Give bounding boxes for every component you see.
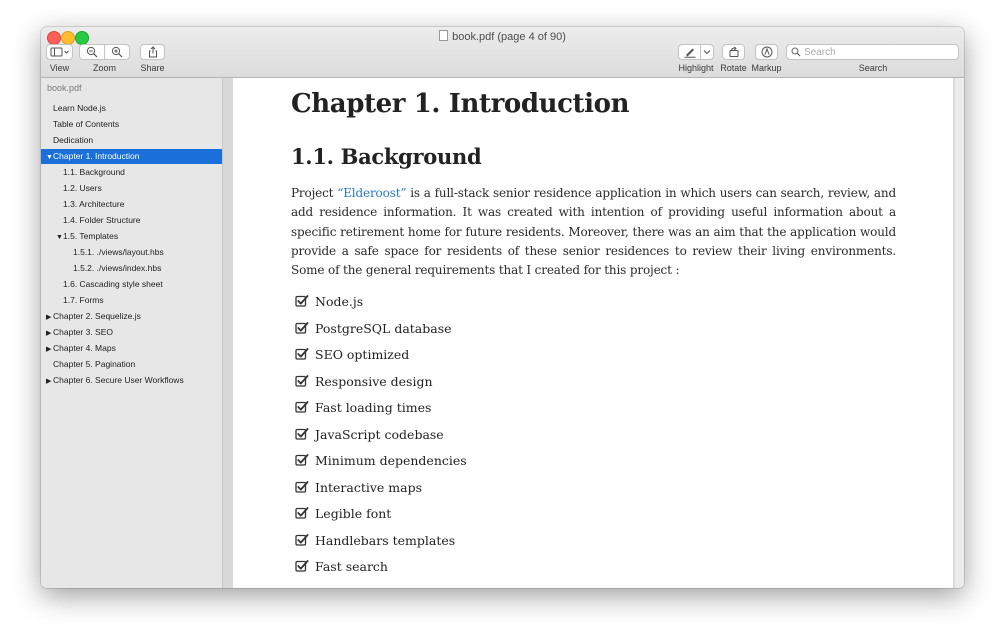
highlight-options-button[interactable] <box>700 44 714 60</box>
requirement-item <box>295 347 467 374</box>
share-icon <box>147 46 159 58</box>
checked-box-icon <box>295 559 309 573</box>
sidebar-item[interactable] <box>41 309 222 324</box>
share-button[interactable] <box>140 44 165 60</box>
sidebar-item-label: Chapter 5. Pagination <box>53 359 136 369</box>
requirement-label: JavaScript codebase <box>315 426 444 442</box>
sidebar-item-label: Dedication <box>53 135 94 145</box>
requirement-label: SEO optimized <box>315 347 410 362</box>
sidebar-item-label: 1.7. Forms <box>63 295 104 305</box>
search-icon <box>791 47 801 57</box>
markup-label: Markup <box>751 63 782 73</box>
sidebar-item[interactable] <box>41 133 222 148</box>
requirement-item <box>295 506 467 533</box>
window-title-text: book.pdf (page 4 of 90) <box>452 31 566 43</box>
paragraph-text-end: is a full-stack senior residence application in which users can search, review, and add residence information. It was created with intention of providing useful information about a specific retirement home for future residents. Moreover, there was an aim that the application would provide a safe space for residents of these senior residences to review their living environments. Some of the general requirements that I created for this project : <box>291 186 897 278</box>
disclosure-closed-icon[interactable]: ▶ <box>46 330 52 337</box>
sidebar-item-label: 1.5.1. ./views/layout.hbs <box>73 247 164 257</box>
requirement-item <box>295 533 467 560</box>
search-label: Search <box>858 63 888 73</box>
sidebar-item[interactable] <box>41 101 222 116</box>
background-paragraph <box>291 184 896 280</box>
requirement-item <box>295 480 467 507</box>
disclosure-closed-icon[interactable]: ▶ <box>46 346 52 353</box>
zoom-label: Zoom <box>92 63 116 73</box>
sidebar-item-label: Table of Contents <box>53 119 120 129</box>
sidebar-item[interactable] <box>41 325 222 340</box>
checked-box-icon <box>295 506 309 520</box>
sidebar-item[interactable] <box>41 229 222 244</box>
requirement-label: Responsive design <box>315 373 433 389</box>
disclosure-open-icon[interactable]: ▼ <box>56 234 63 241</box>
sidebar-item[interactable] <box>41 165 222 180</box>
chapter-heading: Chapter 1. Introduction <box>291 89 630 119</box>
disclosure-closed-icon[interactable]: ▶ <box>46 378 52 385</box>
requirements-list <box>295 294 467 586</box>
checked-box-icon <box>295 533 309 547</box>
sidebar-item[interactable] <box>41 277 222 292</box>
sidebar-item[interactable] <box>41 197 222 212</box>
sidebar-item-label: 1.3. Architecture <box>63 199 125 209</box>
sidebar-item[interactable] <box>41 357 222 372</box>
sidebar-item-label: Chapter 2. Sequelize.js <box>53 311 141 321</box>
sidebar-item[interactable] <box>41 245 222 260</box>
sidebar-item-label: Chapter 4. Maps <box>53 343 116 353</box>
sidebar-item[interactable] <box>41 293 222 308</box>
markup-pen-icon <box>761 46 773 58</box>
sidebar-item-label: 1.2. Users <box>63 183 102 193</box>
requirement-label: Interactive maps <box>315 479 423 495</box>
sidebar-item[interactable] <box>41 213 222 228</box>
window-title <box>41 30 964 43</box>
sidebar-item-label: 1.5. Templates <box>63 231 119 241</box>
disclosure-open-icon[interactable]: ▼ <box>46 154 53 161</box>
zoom-in-icon <box>111 46 123 58</box>
sidebar-item-label: Learn Node.js <box>53 103 106 113</box>
search-input[interactable] <box>801 47 954 58</box>
requirement-label: Legible font <box>315 506 392 521</box>
markup-button[interactable] <box>755 44 778 60</box>
checked-box-icon <box>295 294 309 308</box>
requirement-item <box>295 321 467 348</box>
sidebar-item[interactable] <box>41 373 222 388</box>
requirement-label: Minimum dependencies <box>315 453 467 468</box>
section-heading: 1.1. Background <box>291 144 482 169</box>
requirement-item <box>295 294 467 321</box>
requirement-label: PostgreSQL database <box>315 320 452 336</box>
sidebar-item-label: 1.1. Background <box>63 167 125 177</box>
share-label: Share <box>140 63 165 73</box>
elderoost-link[interactable]: “Elderoost” <box>337 186 407 200</box>
checked-box-icon <box>295 427 309 441</box>
rotate-label: Rotate <box>720 63 747 73</box>
view-menu-button[interactable] <box>46 44 73 60</box>
chevron-down-icon <box>703 49 711 55</box>
sidebar-item[interactable] <box>41 341 222 356</box>
view-label: View <box>49 63 70 73</box>
requirement-item <box>295 559 467 586</box>
sidebar-item-label: 1.6. Cascading style sheet <box>63 279 163 289</box>
sidebar-icon <box>50 47 70 57</box>
sidebar-document-name: book.pdf <box>47 83 82 93</box>
rotate-icon <box>728 46 740 58</box>
checked-box-icon <box>295 480 309 494</box>
sidebar-item-label: Chapter 3. SEO <box>53 327 114 337</box>
preview-window <box>41 27 964 588</box>
requirement-label: Fast loading times <box>315 400 432 415</box>
disclosure-closed-icon[interactable]: ▶ <box>46 314 52 321</box>
checked-box-icon <box>295 374 309 388</box>
sidebar-item-label: Chapter 1. Introduction <box>53 151 140 161</box>
highlight-label: Highlight <box>678 63 714 73</box>
sidebar-item[interactable] <box>41 117 222 132</box>
highlight-button[interactable] <box>678 44 701 60</box>
requirement-item <box>295 427 467 454</box>
zoom-out-icon <box>86 46 98 58</box>
search-field[interactable] <box>786 44 959 60</box>
table-of-contents-sidebar <box>41 78 223 588</box>
checked-box-icon <box>295 321 309 335</box>
pdf-document-icon <box>439 30 448 41</box>
highlighter-pen-icon <box>683 46 697 58</box>
sidebar-item-label: 1.4. Folder Structure <box>63 215 141 225</box>
requirement-label: Handlebars templates <box>315 532 456 548</box>
sidebar-item[interactable] <box>41 149 222 164</box>
checked-box-icon <box>295 400 309 414</box>
sidebar-item-label: Chapter 6. Secure User Workflows <box>53 375 184 385</box>
requirement-label: Node.js <box>315 294 364 309</box>
requirement-item <box>295 400 467 427</box>
requirement-item <box>295 374 467 401</box>
zoom-in-button[interactable] <box>104 44 130 60</box>
pdf-page <box>233 78 953 588</box>
zoom-out-button[interactable] <box>79 44 105 60</box>
requirement-item <box>295 453 467 480</box>
document-view[interactable] <box>223 78 964 588</box>
sidebar-item[interactable] <box>41 181 222 196</box>
checked-box-icon <box>295 347 309 361</box>
paragraph-text-start: Project <box>291 186 338 200</box>
sidebar-item[interactable] <box>41 261 222 276</box>
toolbar <box>41 27 964 78</box>
sidebar-item-label: 1.5.2. ./views/index.hbs <box>73 263 162 273</box>
rotate-button[interactable] <box>722 44 745 60</box>
requirement-label: Fast search <box>315 559 388 574</box>
vertical-scrollbar[interactable] <box>954 78 964 588</box>
checked-box-icon <box>295 453 309 467</box>
